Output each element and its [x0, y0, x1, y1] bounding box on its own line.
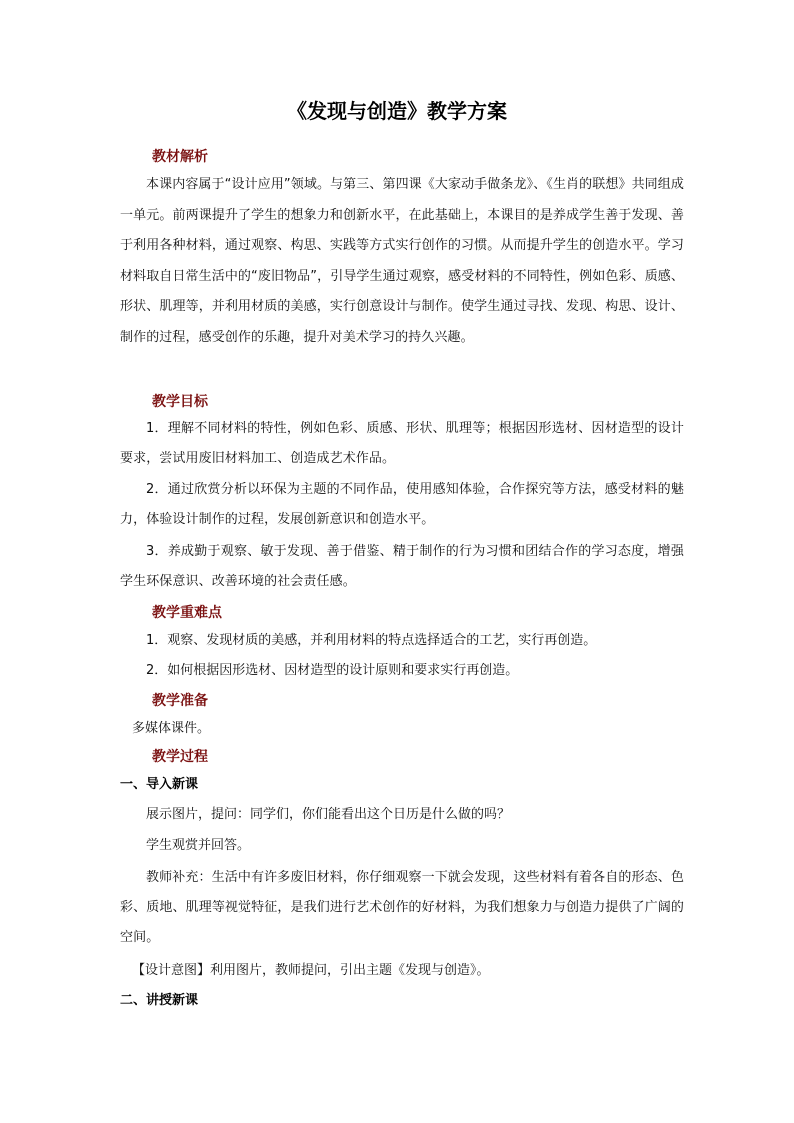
- teacher-supplement-paragraph: 教师补充：生活中有许多废旧材料，你仔细观察一下就会发现，这些材料有着各自的形态、色彩、质地、肌理等视觉特征，是我们进行艺术创作的好材料，为我们想象力与创造力提供了广阔的空间。: [120, 870, 684, 945]
- goal-item-3: 3．养成勤于观察、敏于发现、善于借鉴、精于制作的行为习惯和团结合作的学习态度，增强学生环保意识、改善环境的社会责任感。: [120, 544, 684, 589]
- process-part2-heading: 二、讲授新课: [120, 993, 199, 1008]
- section-heading-analysis: 教材解析: [152, 149, 208, 165]
- prep-text: 多媒体课件。: [132, 721, 211, 736]
- analysis-paragraph: 本课内容属于“设计应用”领域。与第三、第四课《大家动手做条龙》、《生肖的联想》共同组成一单元。前两课提升了学生的想象力和创新水平，在此基础上，本课目的是养成学生善于发现、善于利用各种材料，通过观察、构思、实践等方式实行创作的习惯。从而提升学生的创造水平。学习材料取自日常生活中的“废旧物品”，引导学生通过观察，感受材料的不同特性，例如色彩、质感、形状、肌理等，并利用材质的美感，实行创意设计与制作。使学生通过寻找、发现、构思、设计、制作的过程，感受创作的乐趣，提升对美术学习的持久兴趣。: [120, 177, 684, 345]
- process-part1-line-1: 展示图片，提问：同学们，你们能看出这个日历是什么做的吗？: [146, 807, 511, 822]
- goal-item-1: 1．理解不同材料的特性，例如色彩、质感、形状、肌理等；根据因形选材、因材造型的设计要求，尝试用废旧材料加工、创造成艺术作品。: [120, 421, 684, 466]
- goal-item-2: 2．通过欣赏分析以环保为主题的不同作品，使用感知体验，合作探究等方法，感受材料的魅力，体验设计制作的过程，发展创新意识和创造水平。: [120, 482, 684, 527]
- keypoint-item-1: 1．观察、发现材质的美感，并利用材料的特点选择适合的工艺，实行再创造。: [146, 633, 597, 648]
- document-title: 《发现与创造》教学方案: [287, 99, 507, 123]
- section-heading-keypoints: 教学重难点: [152, 605, 222, 621]
- section-heading-prep: 教学准备: [152, 693, 208, 709]
- process-part1-line-2: 学生观赏并回答。: [146, 838, 251, 853]
- section-heading-goals: 教学目标: [152, 394, 208, 410]
- design-note: 【设计意图】利用图片，教师提问，引出主题《发现与创造》。: [132, 963, 490, 978]
- process-part1-heading: 一、导入新课: [120, 777, 199, 792]
- section-heading-process: 教学过程: [152, 749, 208, 765]
- keypoint-item-2: 2．如何根据因形选材、因材造型的设计原则和要求实行再创造。: [146, 663, 519, 678]
